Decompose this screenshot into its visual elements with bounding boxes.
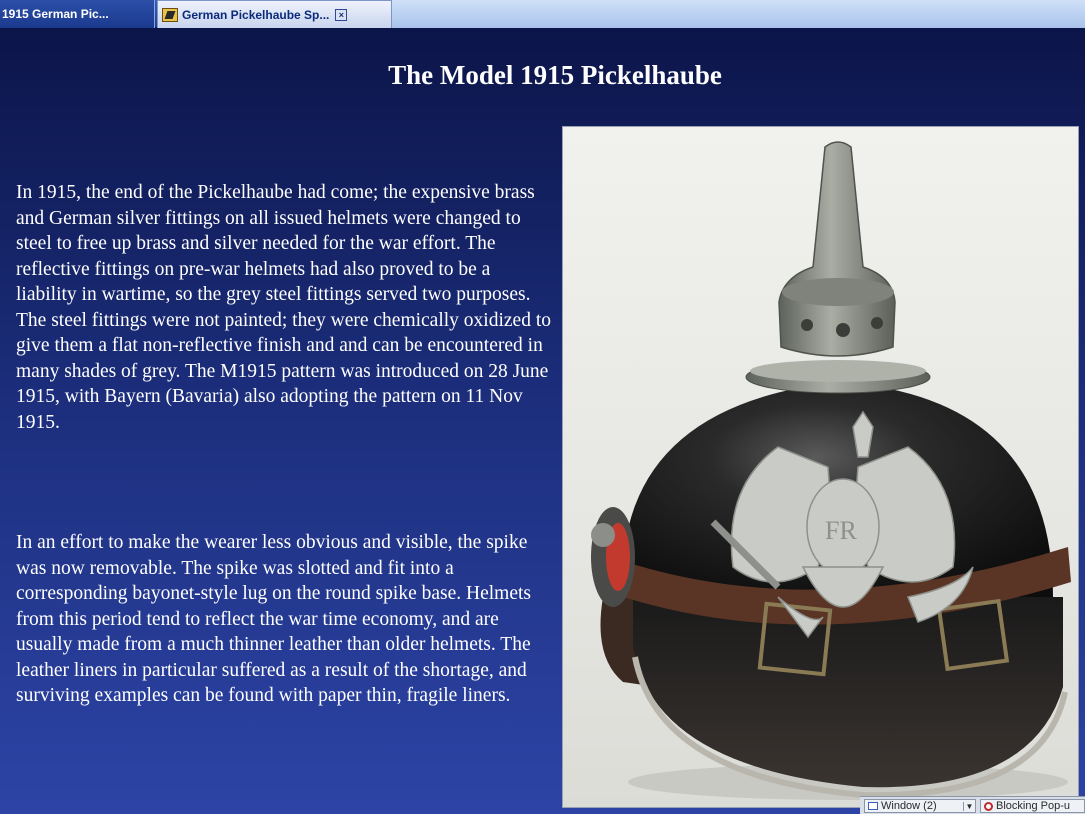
helmet-illustration — [563, 127, 1079, 808]
window-switcher[interactable] — [864, 799, 976, 813]
window-icon — [868, 802, 878, 810]
popup-blocker-label: Blocking Pop-u — [996, 800, 1070, 812]
page-title: The Model 1915 Pickelhaube — [388, 60, 722, 90]
paragraph-2: In an effort to make the wearer less obvious and visible, the spike was now removable. The spike was slotted and fit into a corresponding bayonet-style lug on the round spike base. Helmets from this period tend to reflect the war time economy, and are usually made from a much thinner leather than older helmets. The leather liners in particular suffered as a result of the shortage, and surviving examples can be found with paper thin, fragile liners. — [16, 532, 532, 706]
tab-strip — [0, 0, 1085, 28]
pickelhaube-helmet-photo — [562, 126, 1079, 808]
page-content — [0, 28, 1085, 814]
tab-german-pickelhaube-spikes[interactable] — [157, 0, 392, 28]
page-favicon-icon — [162, 8, 178, 22]
tab-label: German Pickelhaube Sp... — [182, 7, 330, 22]
window-switcher-label: Window (2) — [881, 800, 937, 812]
tab-strip-empty-area — [392, 0, 1085, 28]
dropdown-arrow-icon[interactable]: ▼ — [963, 802, 975, 811]
spike-base-top — [750, 360, 926, 382]
spike-vent-hole — [871, 317, 883, 329]
status-bar — [860, 796, 1085, 814]
cockade-boss — [591, 523, 615, 547]
tab-label: 1915 German Pic... — [2, 7, 109, 21]
tab-1915-german-pickelhaube[interactable] — [0, 0, 155, 28]
helmet-visor — [633, 597, 1063, 787]
popup-blocker-indicator[interactable] — [980, 799, 1085, 813]
popup-blocker-icon — [984, 802, 993, 811]
spike-vent-hole — [836, 323, 850, 337]
spike-collar — [782, 278, 894, 306]
tab-close-icon[interactable]: × — [335, 9, 347, 21]
spike-vent-hole — [801, 319, 813, 331]
eagle-cypher: FR — [825, 516, 857, 545]
paragraph-1: In 1915, the end of the Pickelhaube had come; the expensive brass and German silver fittings on all issued helmets were changed to steel to free up brass and silver needed for the war effort. The reflective fittings on pre-war helmets had also proved to be a liability in wartime, so the grey steel fittings served two purposes. The steel fittings were not painted; they were chemically oxidized to give them a flat non-reflective finish and and can be encountered in many shades of grey. The M1915 pattern was introduced on 28 June 1915, with Bayern (Bavaria) also adopting the pattern on 11 Nov 1915. — [16, 182, 551, 433]
